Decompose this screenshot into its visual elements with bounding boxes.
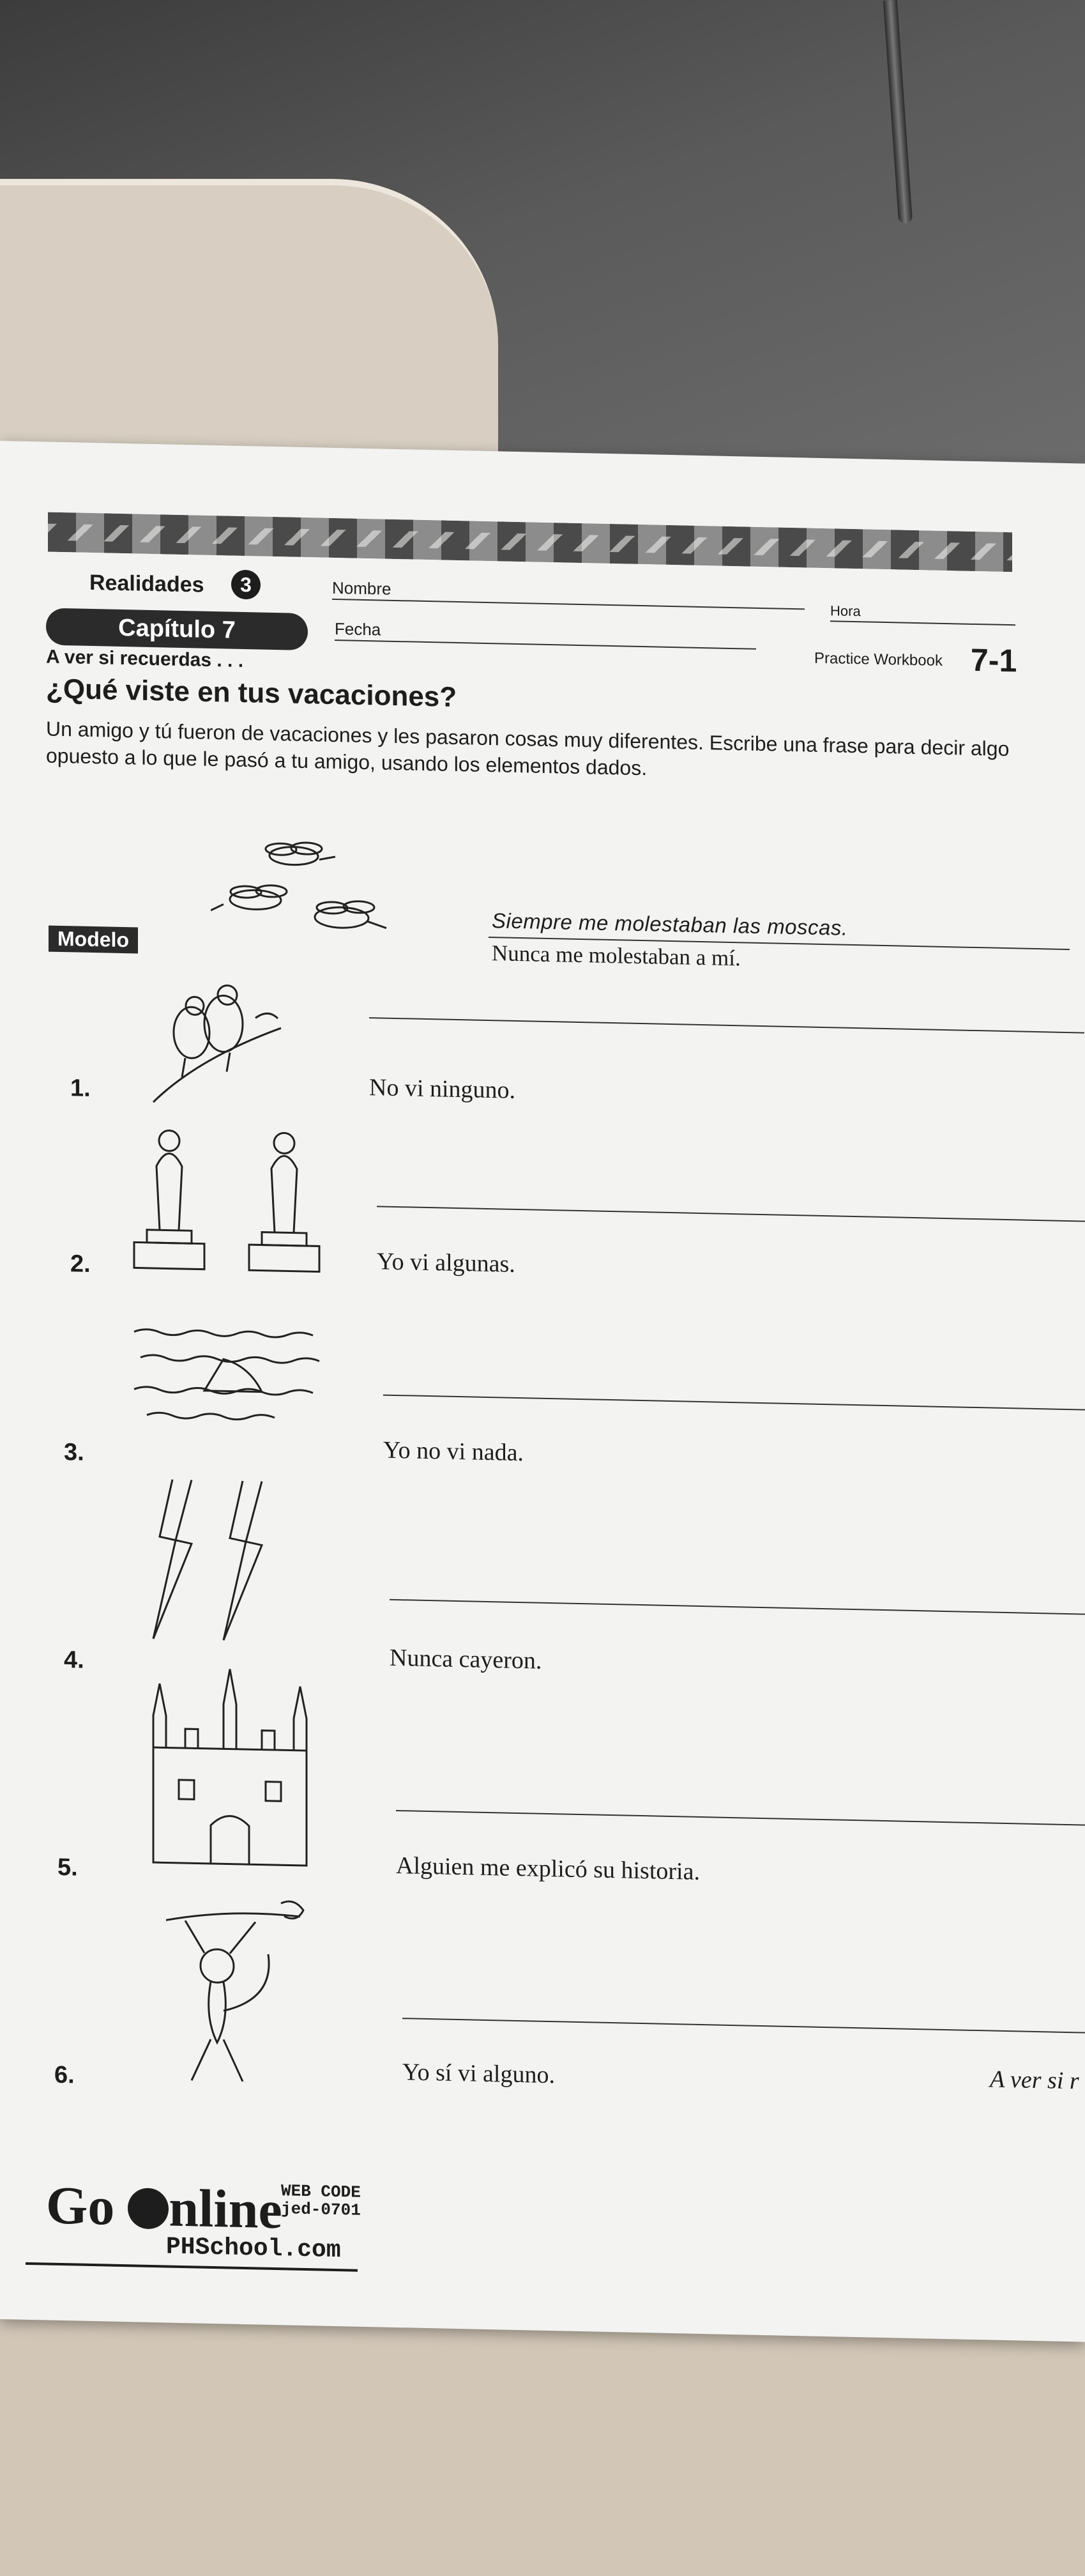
modelo-prompt: Siempre me molestaban las moscas.	[492, 908, 848, 940]
modelo-tag: Modelo	[49, 926, 138, 954]
web-code-value: jed-0701	[281, 2199, 361, 2220]
item-number: 1.	[70, 1075, 91, 1102]
birds-icon	[147, 981, 287, 1112]
go-online-go: Go	[46, 2175, 115, 2237]
margin-footer-text: A ver si r	[990, 2066, 1079, 2095]
modelo-answer: Nunca me molestaban a mí.	[492, 940, 741, 971]
answer-line-2[interactable]	[377, 1206, 1085, 1222]
worksheet-page	[0, 441, 1085, 2342]
item-number: 6.	[54, 2061, 75, 2089]
fecha-line[interactable]	[335, 640, 756, 650]
site-link[interactable]: PHSchool.com	[166, 2233, 341, 2265]
item-number: 5.	[57, 1853, 78, 1882]
activity-instructions: Un amigo y tú fueron de vacaciones y les pasaron cosas muy diferentes. Escribe una frase para decir algo opuesto a lo que le pasó a tu amigo, usando los elementos dados.	[46, 717, 1010, 780]
item-number: 3.	[64, 1439, 84, 1466]
nombre-label: Nombre	[332, 578, 391, 599]
web-code-label: WEB CODE	[281, 2181, 361, 2202]
chapter-badge: Capítulo 7	[46, 608, 308, 651]
item-given: No vi ninguno.	[369, 1074, 516, 1104]
answer-line-4[interactable]	[390, 1599, 1085, 1615]
castle-icon	[147, 1664, 313, 1872]
flies-icon	[211, 829, 396, 960]
section-label: A ver si recuerdas . . .	[46, 646, 244, 671]
shark-icon	[128, 1319, 338, 1432]
globe-icon	[128, 2188, 169, 2229]
item-given: Yo vi algunas.	[377, 1248, 515, 1278]
web-code	[281, 2182, 361, 2220]
decorative-border	[48, 512, 1012, 572]
item-given: Nunca cayeron.	[390, 1644, 542, 1675]
item-given: Alguien me explicó su historia.	[396, 1851, 700, 1885]
answer-line-3[interactable]	[383, 1395, 1085, 1411]
go-online-logo	[46, 2175, 282, 2242]
level-badge: 3	[231, 570, 261, 600]
fecha-label: Fecha	[335, 618, 381, 640]
series-label: Realidades	[89, 570, 204, 597]
item-given: Yo sí vi alguno.	[402, 2058, 555, 2089]
workbook-label: Practice Workbook	[814, 649, 943, 670]
nombre-line[interactable]	[332, 599, 805, 610]
go-online-nline: nline	[169, 2178, 282, 2241]
item-number: 4.	[64, 1646, 84, 1674]
answer-line-6[interactable]	[402, 2018, 1085, 2033]
monkey-icon	[166, 1894, 313, 2096]
item-given: Yo no vi nada.	[383, 1436, 524, 1467]
workbook-number: 7-1	[971, 641, 1017, 679]
item-number: 2.	[70, 1250, 91, 1278]
answer-line-1[interactable]	[369, 1017, 1084, 1033]
answer-line-5[interactable]	[396, 1810, 1085, 1826]
activity-title: ¿Qué viste en tus vacaciones?	[46, 673, 457, 713]
statues-icon	[128, 1114, 332, 1285]
hora-line[interactable]	[830, 620, 1015, 625]
lightning-icon	[147, 1479, 287, 1648]
hora-label: Hora	[830, 602, 861, 620]
